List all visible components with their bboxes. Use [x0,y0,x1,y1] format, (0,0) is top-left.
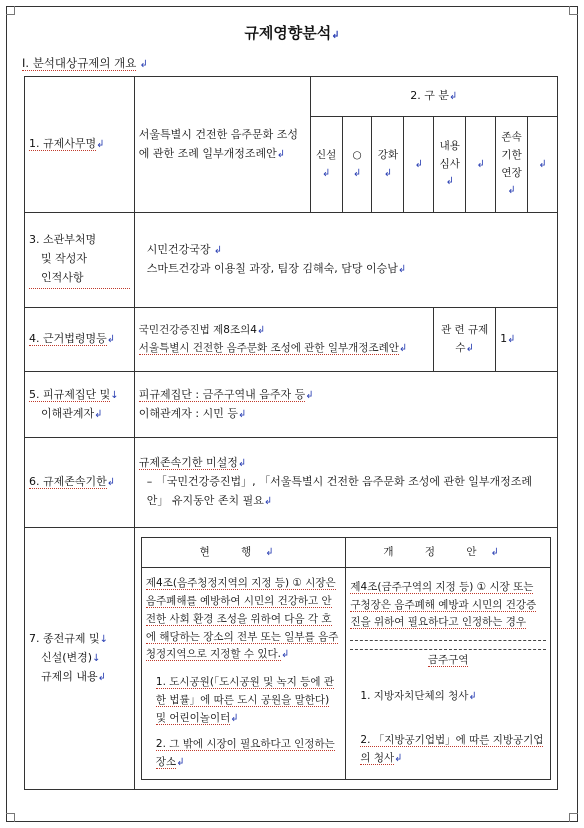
row5-label: 5. 피규제집단 및↓ 이해관계자↲ [25,372,135,438]
related-regulations-count: 1↲ [496,308,558,372]
row7-label: 7. 종전규제 및↓ 신설(변경)↓ 규제의 내용↲ [25,528,135,790]
category-cell: ↲ [528,117,558,213]
category-label: 신설 [315,148,337,161]
row3-content: 시민건강국장 ↲ 스마트건강과 이용칠 과장, 팀장 김해숙, 담당 이승남↲ [134,213,557,308]
page-title: 규제영향분석↲ [244,24,340,42]
margin-corner-mark [6,813,15,822]
margin-corner-mark [6,6,15,15]
category-cell: 신설 ↲ [310,117,342,213]
regulation-summary-table [24,76,558,790]
category-label: 연장 [501,166,522,179]
current-text: 제4조(음주청정지역의 지정 등) ① 시장은 음주폐해를 예방하여 시민의 건강하고 안전한 사회 환경 조성을 위하여 다음 각 호에 해당하는 장소의 전부 또는 일부를 음주청정지역으로 지정할 수 있다.↲ 1. 도시공원(「도시공원 및 녹지 등에 관한 법률」에 따른 도시 공원을 말한다) 및 어린이놀이터↲ 2. 그 밖에 시장이 필요하다고 인정하는 장소↲ [141,567,346,779]
category-cell: 내용 심사 ↲ [434,117,466,213]
margin-corner-mark [569,6,578,15]
category-header: 2. 구 분↲ [310,77,557,117]
category-label: 존속 [501,130,522,143]
revised-header: 개 정 안↲ [346,538,551,568]
section-heading: Ⅰ. 분석대상규제의 개요 ↲ [22,56,148,70]
category-cell: 강화 ↲ [372,117,404,213]
margin-corner-mark [569,813,578,822]
row6-label: 6. 규제존속기한↲ [25,438,135,528]
row7-content [134,528,557,790]
row4-label: 4. 근거법령명등↲ [25,308,135,372]
row3-label: 3. 소관부처명 및 작성자 인적사항 [25,213,135,308]
category-label: 기한 [501,148,522,161]
comparison-table [141,537,551,780]
revised-text: 제4조(금주구역의 지정 등) ① 시장 또는 구청장은 음주폐해 예방과 시민의 건강증진을 위하여 필요하다고 인정하는 경우 금주구역 1. 지방자치단체의 청사↲ 2. 「지방공기업법」에 따른 지방공기업의 청사↲ [346,567,551,779]
row5-content: 피규제집단 : 금주구역내 음주자 등↲ 이해관계자 : 시민 등↲ [134,372,557,438]
related-regulations-label: 관 련 규제수↲ [434,308,496,372]
category-cell: 존속 기한 연장 ↲ [496,117,528,213]
row1-content: 서울특별시 건전한 음주문화 조성에 관한 조례 일부개정조례안↲ [134,77,310,213]
category-label: 내용 [439,139,460,152]
category-label: 강화 [377,148,399,161]
category-cell: ↲ [466,117,496,213]
row1-label: 1. 규제사무명↲ [25,77,135,213]
current-header: 현 행↲ [141,538,346,568]
category-cell: ○ ↲ [342,117,372,213]
category-cell: ↲ [404,117,434,213]
row6-content: 규제존속기한 미설정↲ – 「국민건강증진법」, 「서울특별시 건전한 음주문화 조성에 관한 일부개정조례안」 유지동안 존치 필요↲ [134,438,557,528]
category-label: ○ [352,148,362,161]
category-label: 심사 [439,157,460,170]
row4-content: 국민건강증진법 제8조의4↲ 서울특별시 건전한 음주문화 조성에 관한 일부개정조례안↲ [134,308,434,372]
